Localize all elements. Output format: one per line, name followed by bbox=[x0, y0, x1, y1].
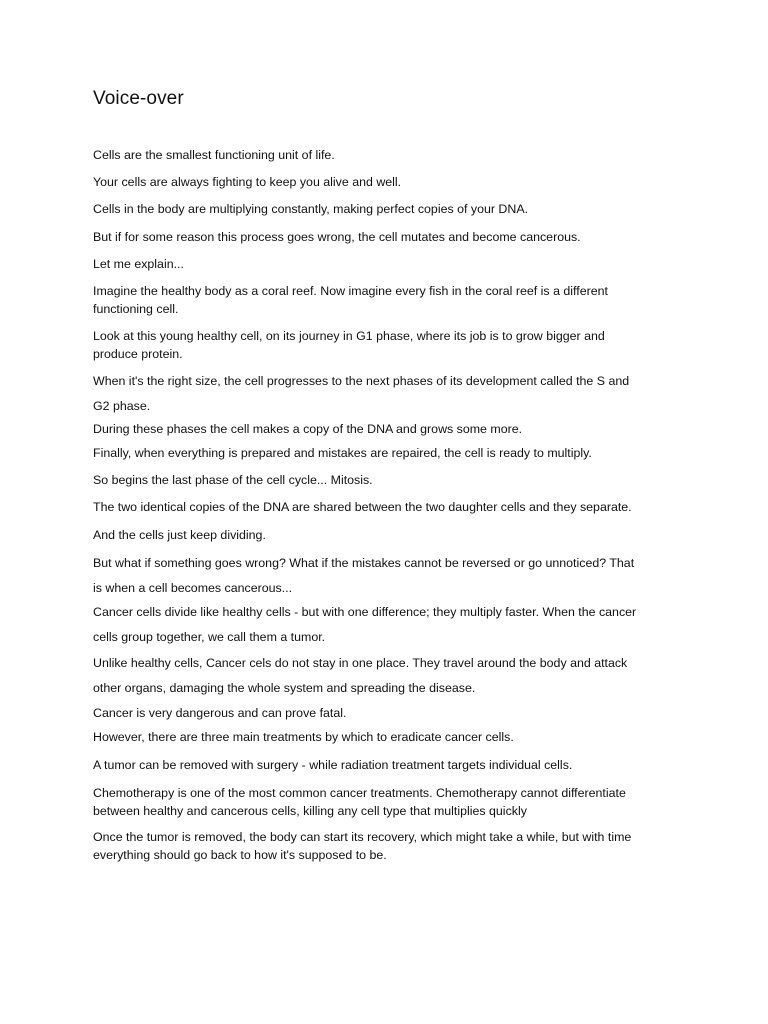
paragraph-15 bbox=[93, 604, 683, 646]
document-title: Voice-over bbox=[93, 88, 184, 109]
paragraph-line: Once the tumor is removed, the body can start its recovery, which might take a while, but with time bbox=[93, 830, 632, 844]
paragraph-5 bbox=[93, 256, 683, 274]
paragraph-line: other organs, damaging the whole system and spreading the disease. bbox=[93, 680, 476, 695]
paragraph-4 bbox=[93, 229, 683, 247]
paragraph-3 bbox=[93, 201, 683, 219]
paragraph-14 bbox=[93, 555, 683, 597]
paragraph-20 bbox=[93, 785, 683, 820]
paragraph-line: produce protein. bbox=[93, 346, 183, 361]
paragraph-21 bbox=[93, 829, 683, 864]
paragraph-line: Cancer cells divide like healthy cells - but with one difference; they multiply faster. When the cancer bbox=[93, 605, 637, 619]
paragraph-line: Finally, when everything is prepared and mistakes are repaired, the cell is ready to multiply. bbox=[93, 446, 592, 460]
paragraph-line: But if for some reason this process goes wrong, the cell mutates and become cancerous. bbox=[93, 230, 581, 244]
paragraph-line: But what if something goes wrong? What if the mistakes cannot be reversed or go unnoticed? That bbox=[93, 556, 635, 570]
paragraph-17 bbox=[93, 705, 683, 723]
paragraph-line: Imagine the healthy body as a coral reef. Now imagine every fish in the coral reef is a different bbox=[93, 284, 608, 298]
paragraph-10 bbox=[93, 445, 683, 463]
paragraph-19 bbox=[93, 757, 683, 775]
paragraph-line: However, there are three main treatments by which to eradicate cancer cells. bbox=[93, 730, 514, 744]
paragraph-2 bbox=[93, 174, 683, 192]
paragraph-11 bbox=[93, 472, 683, 490]
paragraph-line: cells group together, we call them a tumor. bbox=[93, 629, 326, 644]
paragraph-line: is when a cell becomes cancerous... bbox=[93, 580, 293, 595]
paragraph-line: So begins the last phase of the cell cycle... Mitosis. bbox=[93, 473, 373, 487]
paragraph-line: When it's the right size, the cell progresses to the next phases of its development called the S and bbox=[93, 374, 630, 388]
paragraph-8 bbox=[93, 373, 683, 415]
paragraph-line: Your cells are always fighting to keep you alive and well. bbox=[93, 175, 402, 189]
paragraph-line: everything should go back to how it's supposed to be. bbox=[93, 847, 387, 862]
paragraph-16 bbox=[93, 655, 683, 697]
paragraph-line: And the cells just keep dividing. bbox=[93, 528, 266, 542]
paragraph-13 bbox=[93, 527, 683, 545]
paragraph-18 bbox=[93, 729, 683, 747]
paragraph-line: The two identical copies of the DNA are shared between the two daughter cells and they separate. bbox=[93, 500, 632, 514]
paragraph-line: G2 phase. bbox=[93, 398, 151, 413]
paragraph-line: Cells in the body are multiplying constantly, making perfect copies of your DNA. bbox=[93, 202, 529, 216]
paragraph-line: between healthy and cancerous cells, killing any cell type that multiplies quickly bbox=[93, 803, 527, 818]
paragraph-line: functioning cell. bbox=[93, 301, 179, 316]
paragraph-line: Let me explain... bbox=[93, 257, 184, 271]
paragraph-1 bbox=[93, 147, 683, 165]
paragraph-line: Look at this young healthy cell, on its journey in G1 phase, where its job is to grow bigger and bbox=[93, 329, 605, 343]
paragraph-9 bbox=[93, 421, 683, 439]
paragraph-12 bbox=[93, 499, 683, 517]
paragraph-line: During these phases the cell makes a copy of the DNA and grows some more. bbox=[93, 422, 523, 436]
paragraph-6 bbox=[93, 283, 683, 318]
paragraph-line: A tumor can be removed with surgery - while radiation treatment targets individual cells. bbox=[93, 758, 573, 772]
paragraph-line: Cancer is very dangerous and can prove fatal. bbox=[93, 706, 347, 720]
paragraph-7 bbox=[93, 328, 683, 363]
paragraph-line: Unlike healthy cells, Cancer cels do not stay in one place. They travel around the body and attack bbox=[93, 656, 628, 670]
paragraph-line: Chemotherapy is one of the most common cancer treatments. Chemotherapy cannot differentiate bbox=[93, 786, 626, 800]
paragraph-line: Cells are the smallest functioning unit of life. bbox=[93, 148, 335, 162]
